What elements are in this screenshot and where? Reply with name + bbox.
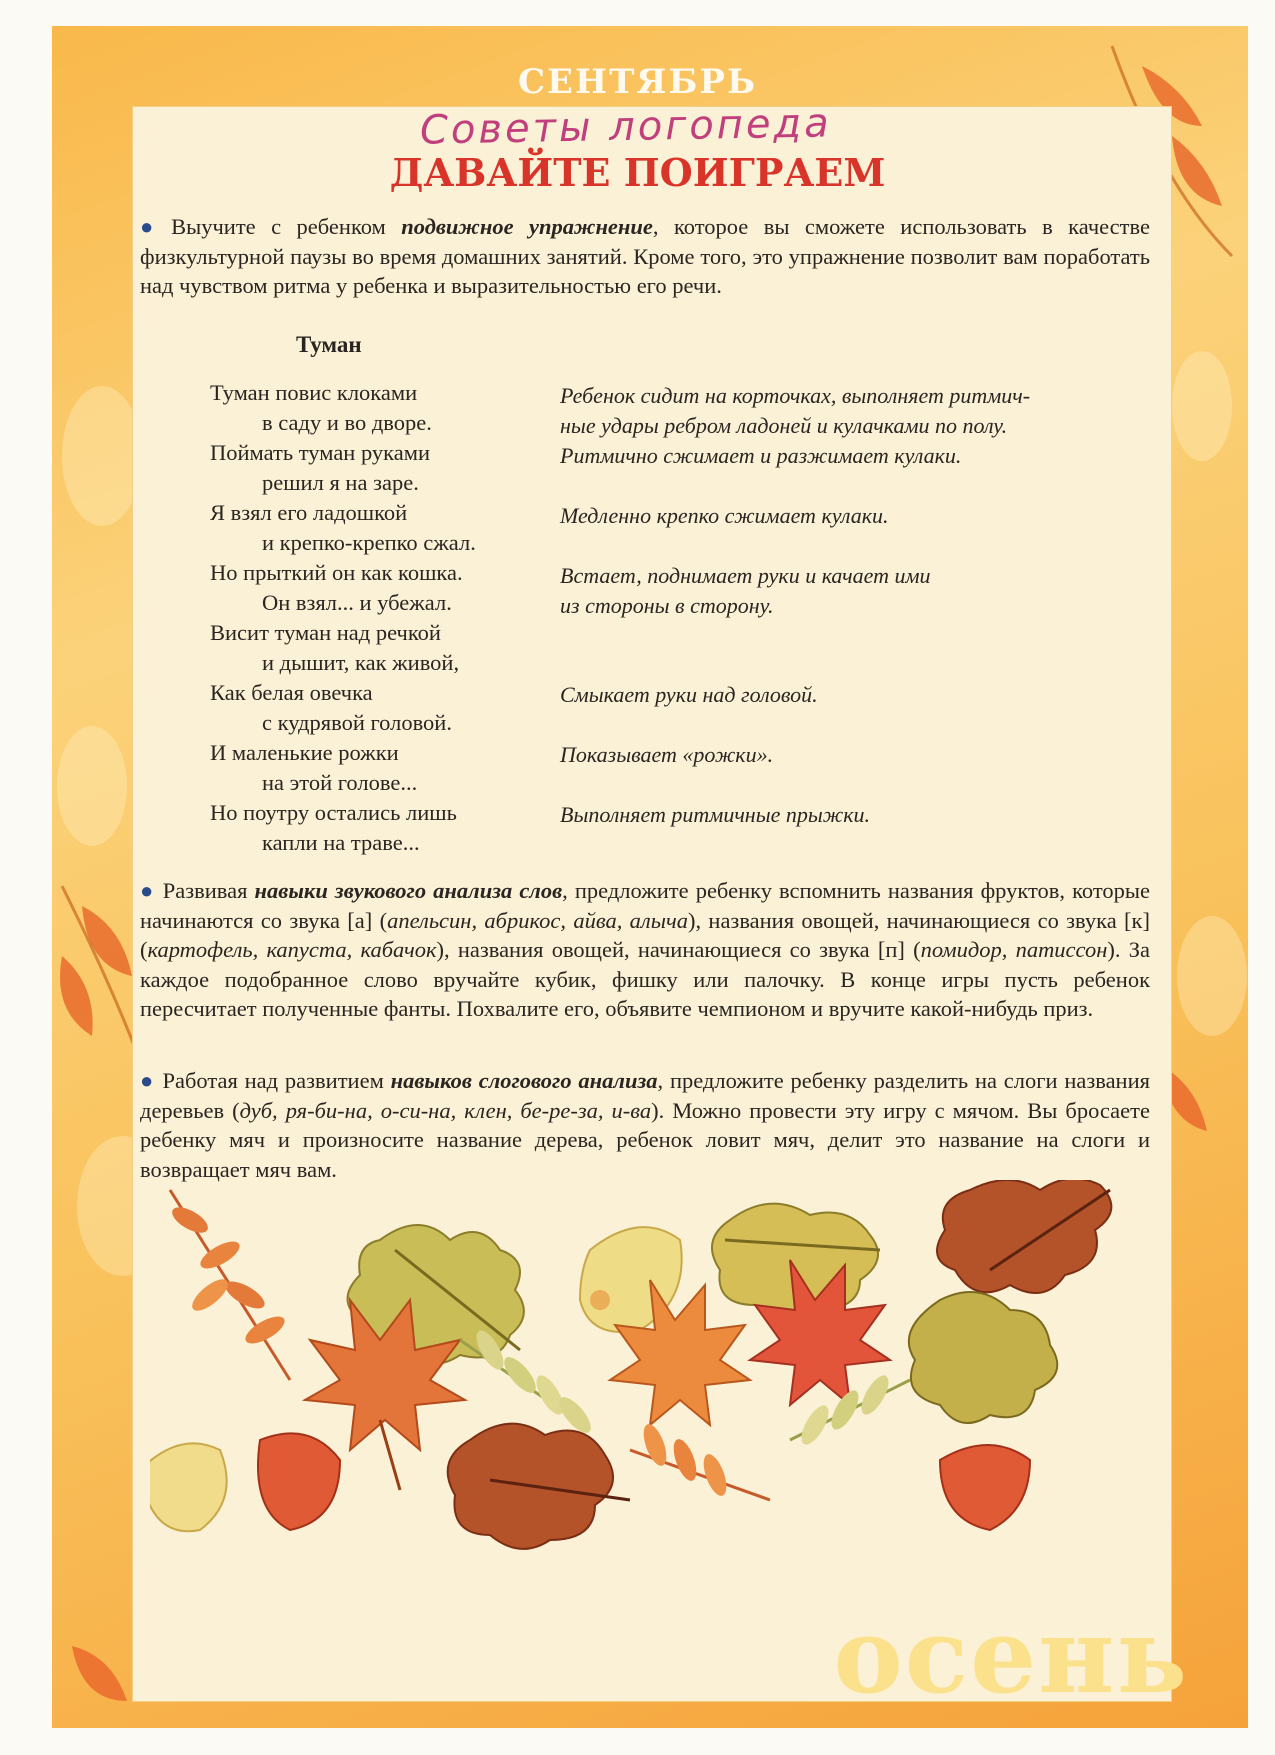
poem-line: с кудрявой головой. bbox=[262, 710, 452, 735]
syllable-analysis-paragraph: ● Работая над развитием навыков слогового анализа, предложите ребенку разделить на слоги названия деревьев (дуб, ря-би-на, о-си-на, клен, бе-ре-за, и-ва). Можно провести эту игру с мячом. Вы бросаете ребенку мяч и произносите название дерева, ребенок ловит мяч, делит это название на слоги и возвращает мяч вам. bbox=[140, 1068, 1150, 1182]
poem-line: И маленькие рожки bbox=[210, 740, 399, 765]
aspen-leaf-icon bbox=[940, 1445, 1030, 1530]
aspen-leaf-icon bbox=[258, 1433, 340, 1530]
oak-leaf-icon bbox=[448, 1424, 630, 1549]
month-title: СЕНТЯБРЬ bbox=[517, 62, 758, 102]
poem-line: Туман повис клоками bbox=[210, 380, 418, 405]
autumn-leaves-illustration bbox=[150, 1180, 1150, 1580]
poem-line: на этой голове... bbox=[262, 770, 418, 795]
poem-line: Как белая овечка bbox=[210, 680, 373, 705]
action-line: Ритмично сжимает и разжимает кулаки. bbox=[560, 443, 962, 468]
action-line: из стороны в сторону. bbox=[560, 593, 774, 618]
poem-line: Поймать туман руками bbox=[210, 440, 431, 465]
poem-line: решил я на заре. bbox=[262, 470, 419, 495]
rowan-leaf-icon bbox=[630, 1421, 770, 1500]
poem-line: Я взял его ладошкой bbox=[210, 500, 408, 525]
aspen-leaf-icon bbox=[150, 1443, 227, 1531]
action-line: Выполняет ритмичные прыжки. bbox=[560, 802, 871, 827]
poem-line: в саду и во дворе. bbox=[262, 410, 432, 435]
season-label: осень bbox=[833, 1594, 1189, 1717]
page-title: ДАВАЙТЕ ПОИГРАЕМ bbox=[389, 150, 886, 195]
poem-line: и крепко-крепко сжал. bbox=[262, 530, 476, 555]
rowan-leaf-icon bbox=[168, 1190, 290, 1380]
poem-line: капли на траве... bbox=[262, 830, 420, 855]
handwritten-note: Советы логопеда bbox=[419, 100, 833, 154]
poem-line: и дышит, как живой, bbox=[262, 650, 460, 675]
action-line: ные удары ребром ладоней и кулачками по полу. bbox=[560, 413, 1008, 438]
poem-title: Туман bbox=[296, 332, 362, 357]
poem-line: Он взял... и убежал. bbox=[262, 590, 452, 615]
bullet-icon: ● bbox=[140, 214, 164, 239]
rowan-leaf-icon bbox=[460, 1326, 596, 1437]
action-line: Ребенок сидит на корточках, выполняет ритмич- bbox=[560, 383, 1031, 408]
oak-leaf-icon bbox=[937, 1180, 1111, 1293]
sound-analysis-paragraph: ● Развивая навыки звукового анализа слов, предложите ребенку вспомнить названия фруктов, которые начинаются со звука [а] (апельсин, абрикос, айва, алыча), названия овощей, начинающиеся со звука [к] (картофель, капуста, кабачок), названия овощей, начинающиеся со звука [п] (помидор, патиссон). За каждое подобранное слово вручайте кубик, фишку или палочку. В конце игры пусть ребенок пересчитает полученные фанты. Похвалите его, объявите чемпионом и вручите какой-нибудь приз. bbox=[140, 878, 1151, 1021]
action-line: Показывает «рожки». bbox=[560, 742, 774, 767]
poem-line: Но прыткий он как кошка. bbox=[210, 560, 463, 585]
poem-line: Висит туман над речкой bbox=[210, 620, 441, 645]
action-line: Смыкает руки над головой. bbox=[560, 682, 818, 707]
action-line: Встает, поднимает руки и качает ими bbox=[560, 563, 931, 588]
action-line: Медленно крепко сжимает кулаки. bbox=[560, 503, 889, 528]
bullet-icon: ● bbox=[140, 1068, 155, 1093]
poem-line: Но поутру остались лишь bbox=[210, 800, 457, 825]
oak-leaf-icon bbox=[909, 1292, 1057, 1423]
intro-paragraph: ● Выучите с ребенком подвижное упражнение, которое вы сможете использовать в качестве физкультурной паузы во время домашних занятий. Кроме того, это упражнение позволит вам поработать над чувством ритма у ребенка и выразительностью его речи. bbox=[140, 214, 1150, 298]
bullet-icon: ● bbox=[140, 878, 155, 903]
